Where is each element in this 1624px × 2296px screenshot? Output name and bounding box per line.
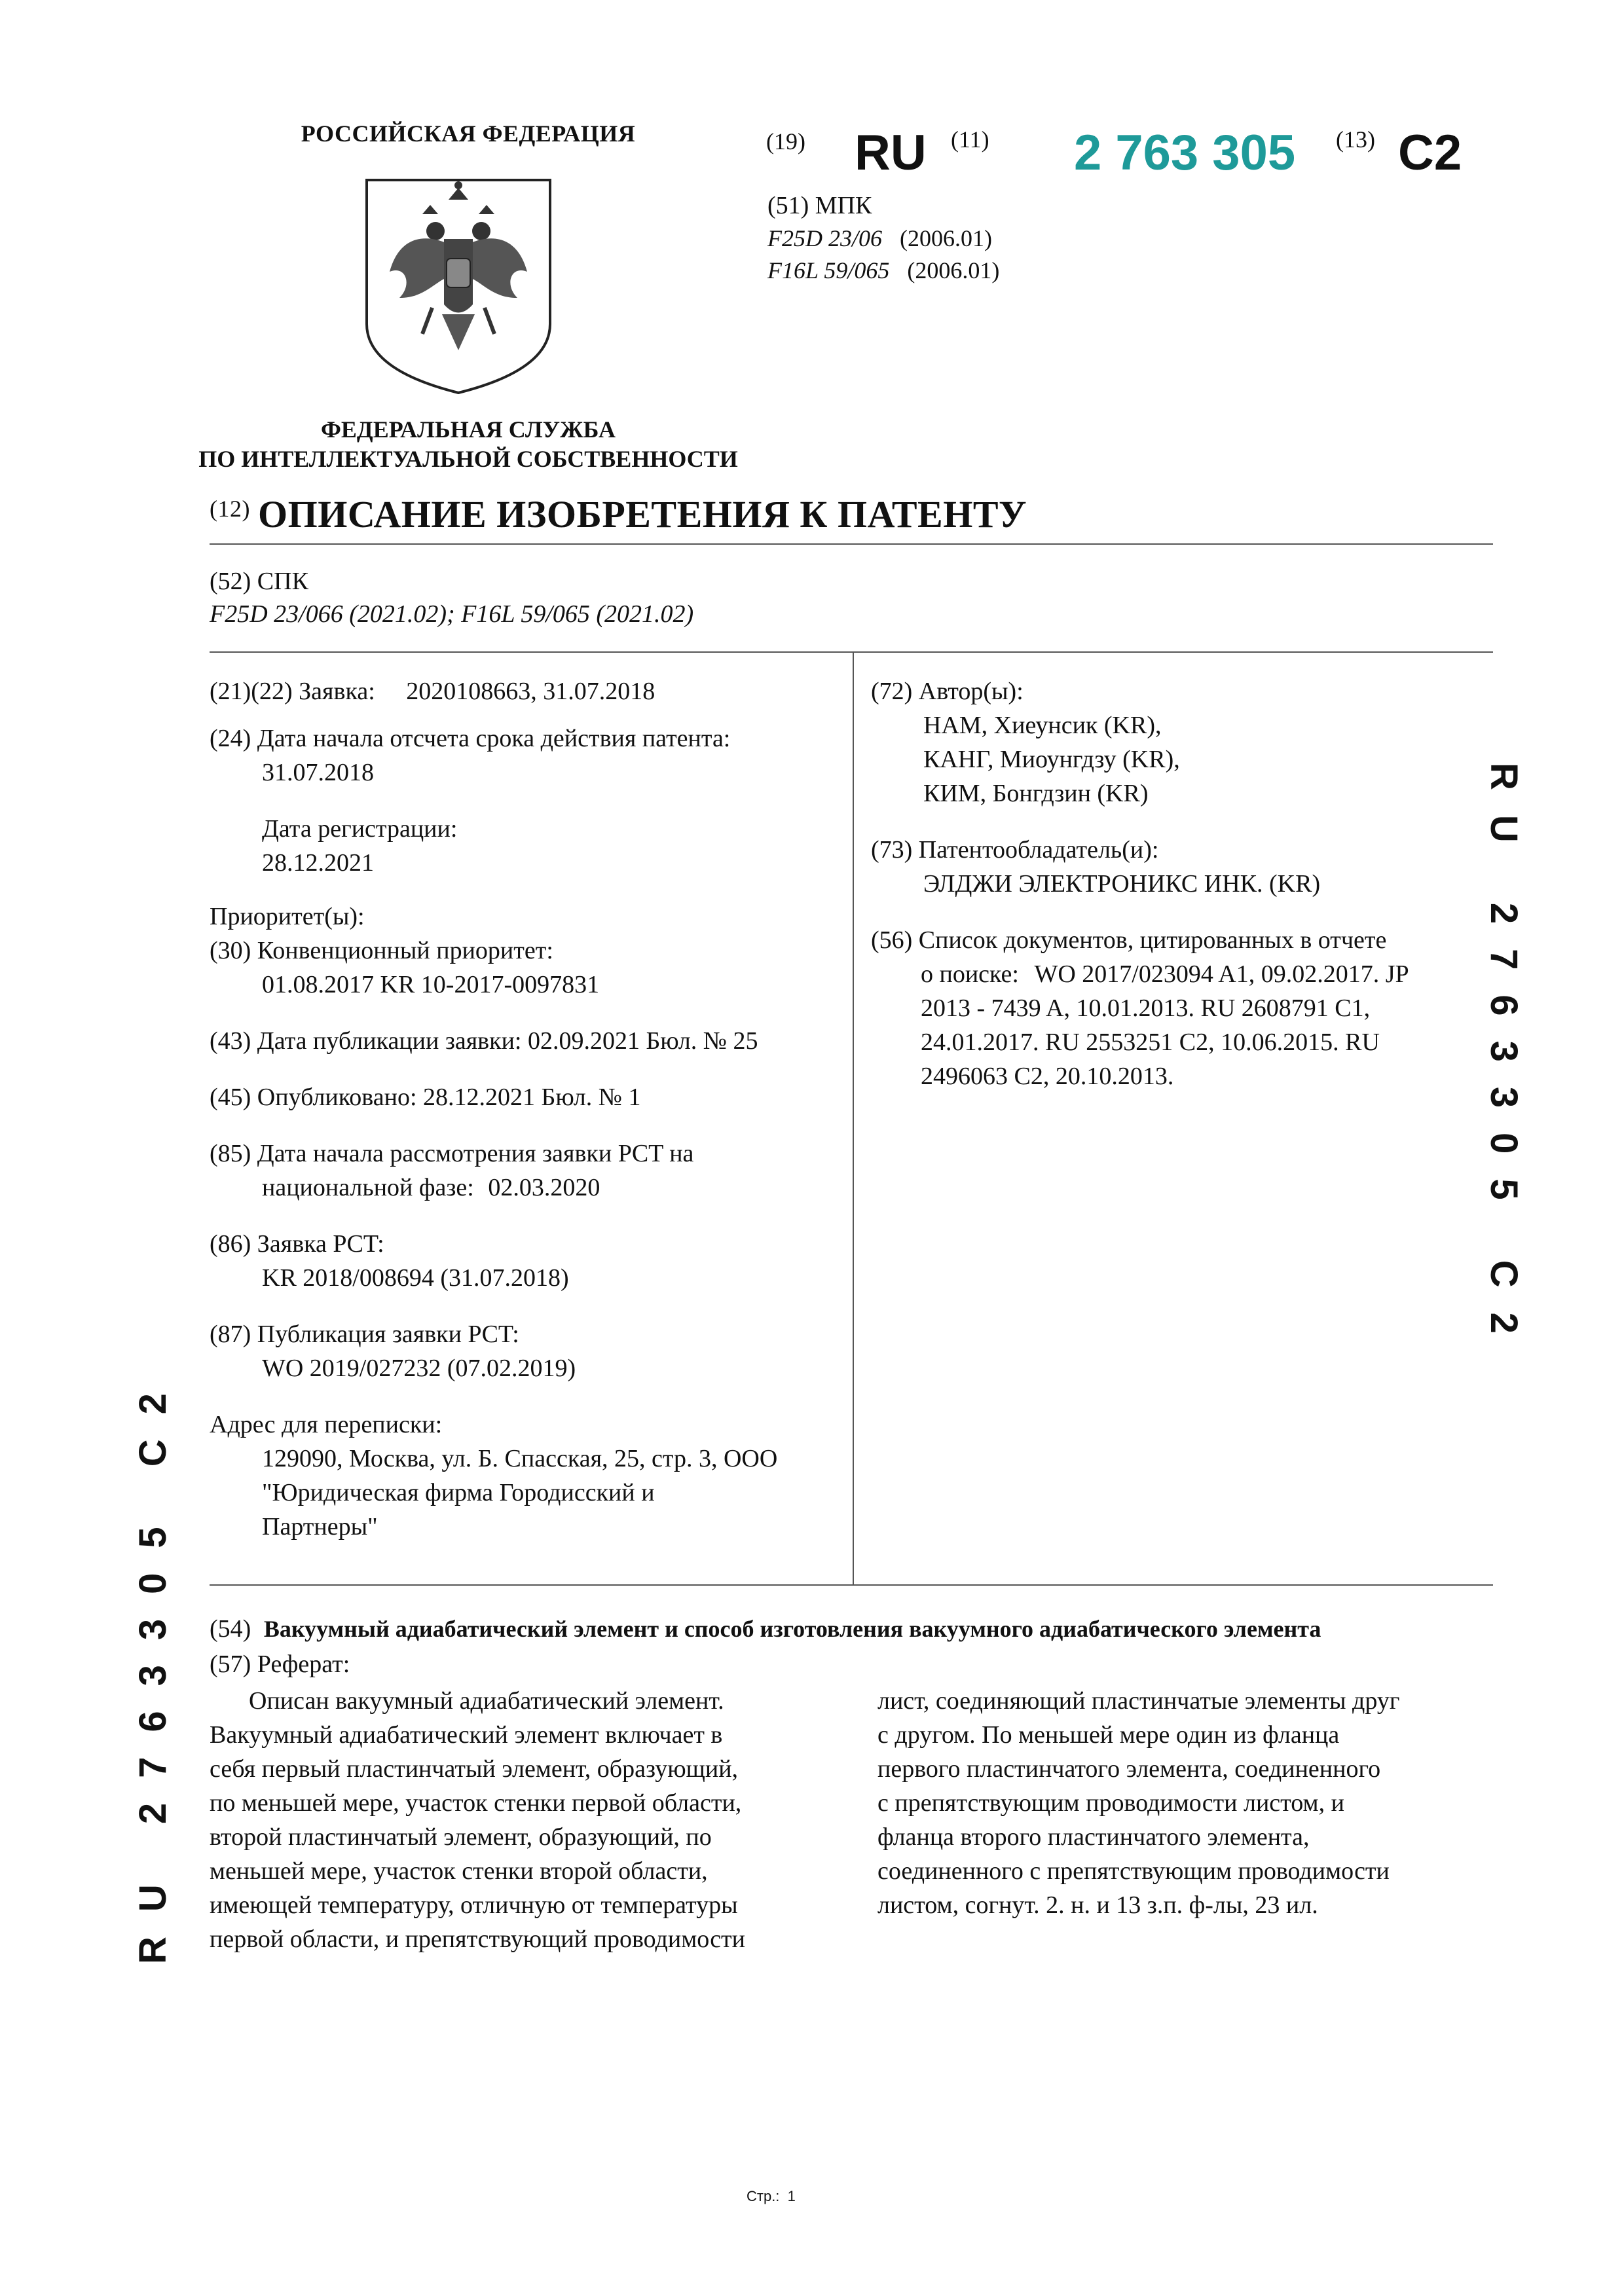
abstract-line: по меньшей мере, участок стенки первой области, [210, 1789, 742, 1817]
abstract-line: Описан вакуумный адиабатический элемент. [249, 1687, 724, 1715]
pct-start-row [210, 1171, 864, 1205]
term-label: (24) Дата начала отсчета срока действия патента: [210, 725, 731, 752]
bibliographic-right [871, 674, 1500, 1093]
divider [210, 543, 1493, 545]
abstract-line: фланца второго пластинчатого элемента, [877, 1823, 1310, 1851]
published-row [210, 1080, 864, 1114]
inid-code-11: (11) [951, 126, 989, 153]
pub-app-bulletin-number: 25 [733, 1027, 758, 1055]
pct-start-value: 02.03.2020 [488, 1174, 600, 1201]
side-margin-patent-id-left: RU 2763305 C2 [132, 1368, 174, 1964]
mpk-version: (2006.01) [900, 225, 992, 251]
pub-app-label: (43) Дата публикации заявки: [210, 1027, 522, 1055]
application-label: (21)(22) Заявка: [210, 678, 375, 705]
agency-name-line1: ФЕДЕРАЛЬНАЯ СЛУЖБА [321, 416, 616, 443]
cited-line: WO 2017/023094 A1, 09.02.2017. JP [1034, 960, 1409, 988]
abstract-line: листом, согнут. 2. н. и 13 з.п. ф-лы, 23 ил. [877, 1891, 1318, 1919]
invention-title-row [210, 1612, 1506, 1646]
divider [210, 1584, 1493, 1586]
patent-number: 2 763 305 [1074, 125, 1296, 181]
registration-value: 28.12.2021 [262, 849, 374, 877]
pct-publication-label: (87) Публикация заявки PCT: [210, 1321, 519, 1348]
term-value: 31.07.2018 [262, 759, 374, 786]
russian-coat-of-arms-icon [360, 173, 557, 396]
inid-code-54: (54) [210, 1615, 251, 1643]
side-margin-patent-id-right: RU 2763305 C2 [1483, 763, 1525, 1358]
holder-name: ЭЛДЖИ ЭЛЕКТРОНИКС ИНК. [923, 870, 1263, 898]
address-line: Партнеры" [262, 1513, 378, 1540]
spk-codes: F25D 23/066 (2021.02); F16L 59/065 (2021.02) [210, 600, 694, 628]
mpk-version: (2006.01) [907, 257, 1000, 283]
abstract-line: с другом. По меньшей мере один из фланца [877, 1721, 1340, 1749]
priority-value: 01.08.2017 KR 10-2017-0097831 [262, 971, 600, 998]
priority-title: Приоритет(ы): [210, 903, 365, 930]
pub-app-bulletin: Бюл. № [646, 1027, 727, 1055]
page-footer [747, 2188, 796, 2205]
abstract-line: имеющей температуру, отличную от температуры [210, 1891, 738, 1919]
abstract-line: второй пластинчатый элемент, образующий, по [210, 1823, 712, 1851]
pub-app-value: 02.09.2021 [527, 1027, 640, 1055]
pct-application-label: (86) Заявка PCT: [210, 1230, 384, 1258]
cited-line: 2013 - 7439 A, 10.01.2013. RU 2608791 C1, [921, 994, 1371, 1022]
mpk-entry [767, 225, 992, 252]
holder-row [871, 867, 1500, 901]
pct-start-label2: национальной фазе: [262, 1174, 474, 1201]
author: НАМ, Хиеунсик (KR), [923, 712, 1162, 739]
address-line: 129090, Москва, ул. Б. Спасская, 25, стр. 3, ООО [262, 1445, 778, 1472]
pct-application-value: KR 2018/008694 (31.07.2018) [262, 1264, 569, 1292]
document-type [210, 492, 1027, 536]
kind-code: C2 [1398, 125, 1462, 181]
abstract-column-1 [210, 1684, 805, 1956]
published-label: (45) Опубликовано: [210, 1084, 417, 1111]
country-name: РОССИЙСКАЯ ФЕДЕРАЦИЯ [301, 120, 636, 147]
page-number: 1 [787, 2188, 796, 2204]
published-bulletin: Бюл. № [541, 1084, 622, 1111]
abstract-line: первого пластинчатого элемента, соединенного [877, 1755, 1381, 1783]
spk-title: (52) СПК [210, 568, 308, 595]
inid-code-12: (12) [210, 496, 250, 522]
address-label: Адрес для переписки: [210, 1411, 443, 1438]
abstract-line: себя первый пластинчатый элемент, образующий, [210, 1755, 739, 1783]
application-row [210, 674, 864, 708]
published-bulletin-number: 1 [628, 1084, 641, 1111]
cited-label: (56) Список документов, цитированных в отчете [871, 926, 1387, 954]
abstract-column-2 [877, 1684, 1480, 1922]
abstract-line: соединенного с препятствующим проводимости [877, 1857, 1390, 1885]
abstract-line: первой области, и препятствующий проводимости [210, 1925, 746, 1953]
inid-code-13: (13) [1336, 126, 1375, 153]
country-code: RU [855, 125, 927, 181]
application-value: 2020108663, 31.07.2018 [406, 678, 655, 705]
invention-title: Вакуумный адиабатический элемент и способ изготовления вакуумного адиабатического элемента [263, 1616, 1321, 1642]
mpk-code: F25D 23/06 [767, 225, 882, 251]
abstract-line: лист, соединяющий пластинчатые элементы друг [877, 1687, 1400, 1715]
divider [210, 651, 1493, 653]
abstract-line: Вакуумный адиабатический элемент включает в [210, 1721, 723, 1749]
bibliographic-left [210, 674, 864, 1544]
cited-line: 2496063 C2, 20.10.2013. [921, 1063, 1174, 1090]
published-value: 28.12.2021 [423, 1084, 536, 1111]
mpk-title: (51) МПК [767, 192, 872, 219]
priority-label: (30) Конвенционный приоритет: [210, 937, 553, 964]
pct-publication-value: WO 2019/027232 (07.02.2019) [262, 1355, 576, 1382]
column-divider [853, 651, 854, 1584]
document-title: ОПИСАНИЕ ИЗОБРЕТЕНИЯ К ПАТЕНТУ [257, 493, 1027, 536]
address-line: "Юридическая фирма Городисский и [262, 1479, 655, 1506]
cited-line: 24.01.2017. RU 2553251 C2, 10.06.2015. RU [921, 1029, 1380, 1056]
abstract-label: (57) Реферат: [210, 1650, 350, 1678]
page-label: Стр.: [747, 2188, 780, 2204]
author: КАНГ, Миоунгдзу (KR), [923, 746, 1180, 773]
holder-label: (73) Патентообладатель(и): [871, 836, 1159, 864]
mpk-entry [767, 257, 999, 284]
abstract-line: меньшей мере, участок стенки второй области, [210, 1857, 708, 1885]
publication-application-row [210, 1024, 864, 1058]
mpk-code: F16L 59/065 [767, 257, 890, 283]
cited-label2: о поиске: [921, 960, 1019, 988]
cited-row [871, 957, 1500, 991]
authors-label: (72) Автор(ы): [871, 678, 1024, 705]
pct-start-label: (85) Дата начала рассмотрения заявки PCT на [210, 1140, 694, 1167]
agency-name-line2: ПО ИНТЕЛЛЕКТУАЛЬНОЙ СОБСТВЕННОСТИ [198, 446, 738, 472]
holder-country: (KR) [1269, 870, 1321, 898]
author: КИМ, Бонгдзин (KR) [923, 780, 1149, 807]
inid-code-19: (19) [766, 128, 805, 155]
abstract-line: с препятствующим проводимости листом, и [877, 1789, 1344, 1817]
registration-label: Дата регистрации: [262, 815, 458, 843]
